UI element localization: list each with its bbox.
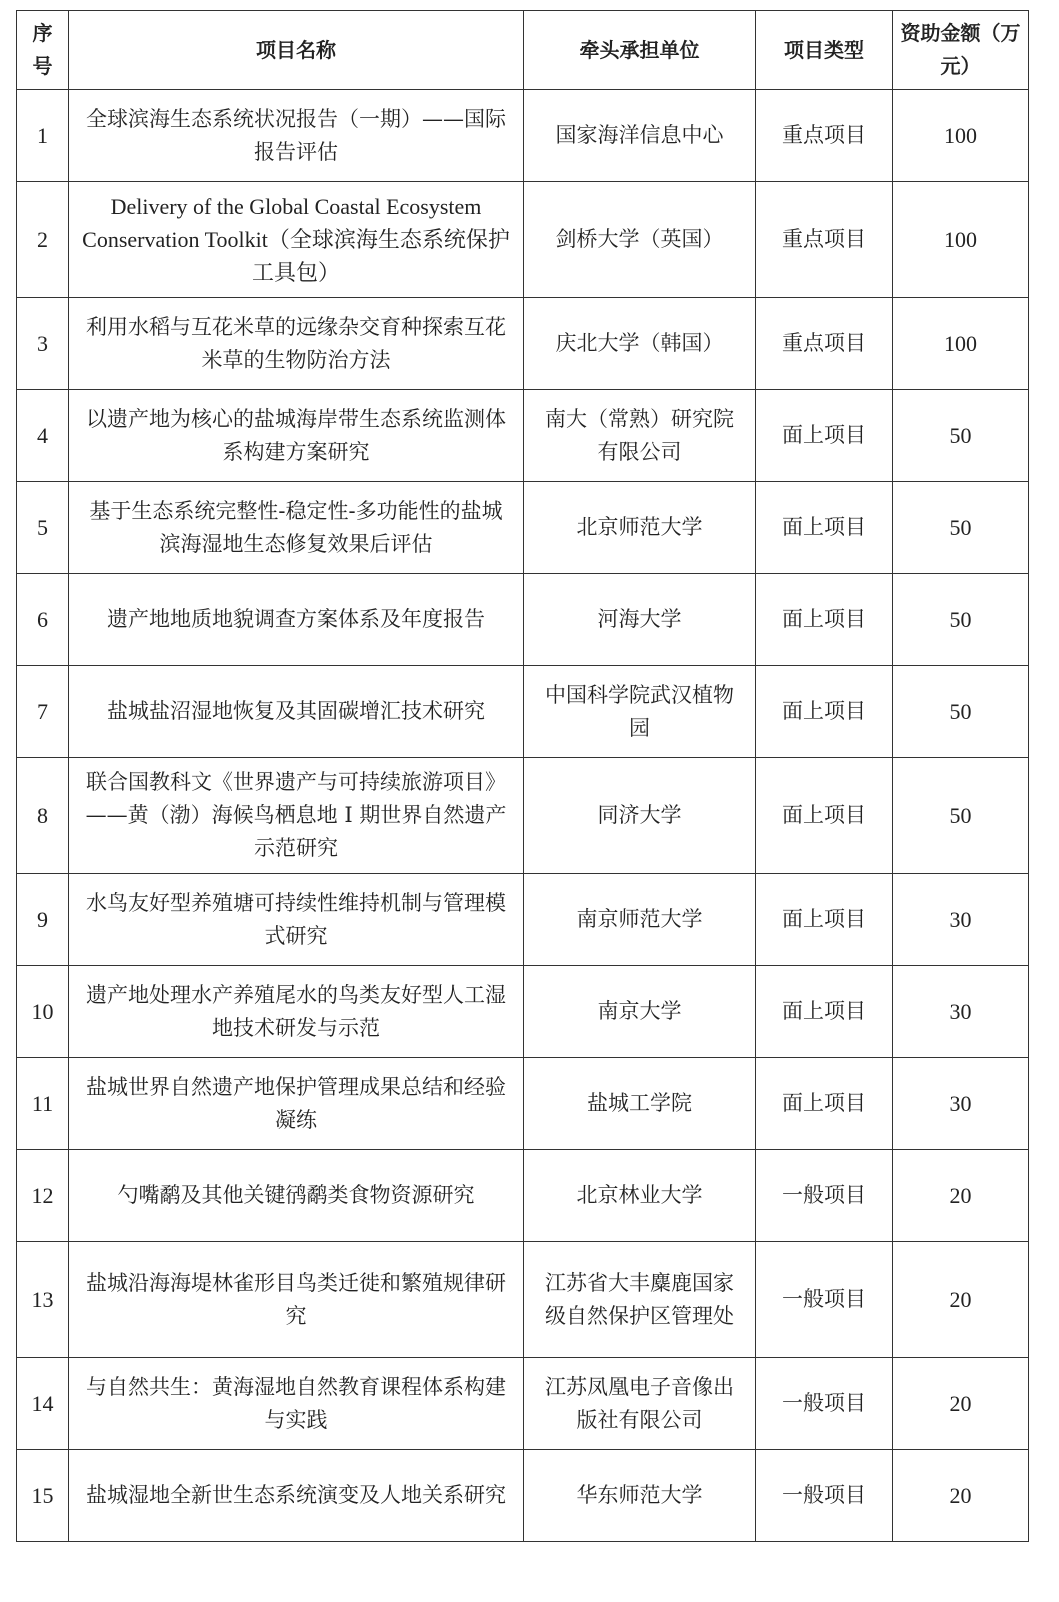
header-index: 序号 xyxy=(17,11,69,90)
row-project-type: 一般项目 xyxy=(756,1242,893,1358)
row-project-type: 面上项目 xyxy=(756,1058,893,1150)
row-lead-unit: 江苏省大丰麋鹿国家级自然保护区管理处 xyxy=(524,1242,756,1358)
row-funding-amount: 20 xyxy=(893,1242,1029,1358)
row-funding-amount: 50 xyxy=(893,482,1029,574)
row-project-name: 利用水稻与互花米草的远缘杂交育种探索互花米草的生物防治方法 xyxy=(69,298,524,390)
row-funding-amount: 50 xyxy=(893,666,1029,758)
row-project-name: 全球滨海生态系统状况报告（一期）——国际报告评估 xyxy=(69,90,524,182)
row-project-type: 面上项目 xyxy=(756,966,893,1058)
row-funding-amount: 20 xyxy=(893,1450,1029,1542)
header-project-name: 项目名称 xyxy=(69,11,524,90)
row-project-type: 一般项目 xyxy=(756,1358,893,1450)
row-project-name: 遗产地处理水产养殖尾水的鸟类友好型人工湿地技术研发与示范 xyxy=(69,966,524,1058)
row-lead-unit: 国家海洋信息中心 xyxy=(524,90,756,182)
table-row xyxy=(17,182,1029,298)
row-funding-amount: 50 xyxy=(893,574,1029,666)
row-project-name: 勺嘴鹬及其他关键鸻鹬类食物资源研究 xyxy=(69,1150,524,1242)
row-project-type: 面上项目 xyxy=(756,666,893,758)
row-lead-unit: 北京师范大学 xyxy=(524,482,756,574)
row-lead-unit: 盐城工学院 xyxy=(524,1058,756,1150)
table-row xyxy=(17,90,1029,182)
row-project-type: 面上项目 xyxy=(756,574,893,666)
row-index: 13 xyxy=(17,1242,69,1358)
table-row xyxy=(17,298,1029,390)
row-lead-unit: 同济大学 xyxy=(524,758,756,874)
row-project-name: 遗产地地质地貌调查方案体系及年度报告 xyxy=(69,574,524,666)
row-funding-amount: 100 xyxy=(893,90,1029,182)
row-lead-unit: 南京大学 xyxy=(524,966,756,1058)
table-row xyxy=(17,1150,1029,1242)
row-project-type: 面上项目 xyxy=(756,758,893,874)
table-row xyxy=(17,1450,1029,1542)
row-index: 1 xyxy=(17,90,69,182)
row-index: 5 xyxy=(17,482,69,574)
row-lead-unit: 北京林业大学 xyxy=(524,1150,756,1242)
row-project-type: 面上项目 xyxy=(756,390,893,482)
row-funding-amount: 20 xyxy=(893,1358,1029,1450)
table-row xyxy=(17,1058,1029,1150)
row-lead-unit: 河海大学 xyxy=(524,574,756,666)
row-index: 11 xyxy=(17,1058,69,1150)
row-project-type: 面上项目 xyxy=(756,874,893,966)
row-funding-amount: 100 xyxy=(893,298,1029,390)
row-lead-unit: 江苏凤凰电子音像出版社有限公司 xyxy=(524,1358,756,1450)
row-project-name: 与自然共生：黄海湿地自然教育课程体系构建与实践 xyxy=(69,1358,524,1450)
row-lead-unit: 剑桥大学（英国） xyxy=(524,182,756,298)
table-row xyxy=(17,1358,1029,1450)
row-project-name: 盐城世界自然遗产地保护管理成果总结和经验凝练 xyxy=(69,1058,524,1150)
row-index: 9 xyxy=(17,874,69,966)
row-lead-unit: 华东师范大学 xyxy=(524,1450,756,1542)
row-project-name: 盐城湿地全新世生态系统演变及人地关系研究 xyxy=(69,1450,524,1542)
table-row xyxy=(17,666,1029,758)
row-funding-amount: 50 xyxy=(893,758,1029,874)
row-index: 6 xyxy=(17,574,69,666)
header-lead-unit: 牵头承担单位 xyxy=(524,11,756,90)
row-lead-unit: 庆北大学（韩国） xyxy=(524,298,756,390)
table-row xyxy=(17,574,1029,666)
row-index: 2 xyxy=(17,182,69,298)
row-project-name: 盐城盐沼湿地恢复及其固碳增汇技术研究 xyxy=(69,666,524,758)
row-project-name: Delivery of the Global Coastal Ecosystem Conservation Toolkit（全球滨海生态系统保护工具包） xyxy=(69,182,524,298)
row-index: 4 xyxy=(17,390,69,482)
row-funding-amount: 100 xyxy=(893,182,1029,298)
table-header-row xyxy=(17,11,1029,90)
row-funding-amount: 30 xyxy=(893,874,1029,966)
row-project-type: 重点项目 xyxy=(756,182,893,298)
row-funding-amount: 30 xyxy=(893,1058,1029,1150)
row-index: 7 xyxy=(17,666,69,758)
row-project-type: 面上项目 xyxy=(756,482,893,574)
row-lead-unit: 南大（常熟）研究院有限公司 xyxy=(524,390,756,482)
row-project-name: 基于生态系统完整性-稳定性-多功能性的盐城滨海湿地生态修复效果后评估 xyxy=(69,482,524,574)
row-lead-unit: 南京师范大学 xyxy=(524,874,756,966)
table-row xyxy=(17,758,1029,874)
table-row xyxy=(17,874,1029,966)
row-funding-amount: 30 xyxy=(893,966,1029,1058)
row-index: 12 xyxy=(17,1150,69,1242)
row-index: 8 xyxy=(17,758,69,874)
row-project-name: 联合国教科文《世界遗产与可持续旅游项目》——黄（渤）海候鸟栖息地 I 期世界自然遗产示范研究 xyxy=(69,758,524,874)
table-row xyxy=(17,482,1029,574)
row-project-name: 水鸟友好型养殖塘可持续性维持机制与管理模式研究 xyxy=(69,874,524,966)
header-funding-amount: 资助金额（万元） xyxy=(893,11,1029,90)
row-index: 10 xyxy=(17,966,69,1058)
row-project-type: 一般项目 xyxy=(756,1450,893,1542)
row-project-type: 一般项目 xyxy=(756,1150,893,1242)
table-row xyxy=(17,390,1029,482)
row-project-name: 盐城沿海海堤林雀形目鸟类迁徙和繁殖规律研究 xyxy=(69,1242,524,1358)
row-index: 15 xyxy=(17,1450,69,1542)
row-project-type: 重点项目 xyxy=(756,90,893,182)
row-index: 14 xyxy=(17,1358,69,1450)
header-project-type: 项目类型 xyxy=(756,11,893,90)
row-project-type: 重点项目 xyxy=(756,298,893,390)
table-row xyxy=(17,1242,1029,1358)
grant-projects-table xyxy=(16,10,1029,1542)
row-index: 3 xyxy=(17,298,69,390)
table-row xyxy=(17,966,1029,1058)
row-lead-unit: 中国科学院武汉植物园 xyxy=(524,666,756,758)
row-funding-amount: 20 xyxy=(893,1150,1029,1242)
row-project-name: 以遗产地为核心的盐城海岸带生态系统监测体系构建方案研究 xyxy=(69,390,524,482)
row-funding-amount: 50 xyxy=(893,390,1029,482)
